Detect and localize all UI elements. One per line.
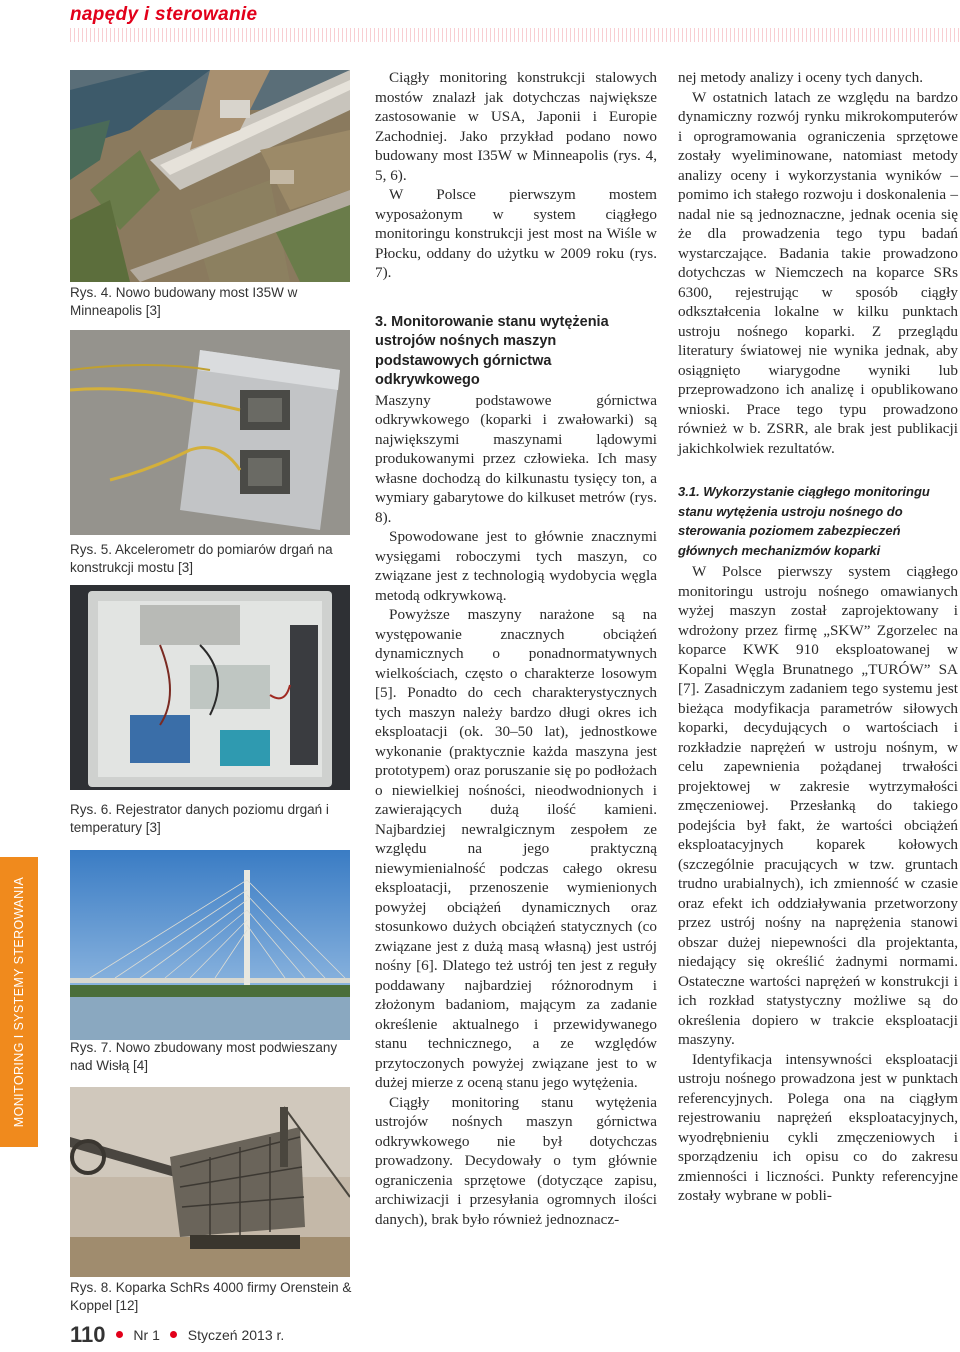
paragraph: W ostatnich latach ze względu na bardzo dynamiczny rozwój rynku mikrokomputerów i oprogramowania ograniczenia sprzętowe zostały wyeliminowane, natomiast metody analizy oceny i wykorzystania wyników – pomimo ich stałego rozwoju i doskonalenia – nadal nie są jednoznaczne, jednak ocenia się że dla prowadzenia tego typu badań wystarczające. Badania takie prowadzono dotychczas w Niemczech na koparce SRs 6300, rejestrując w sposób ciągły odkształcenia lokalne w kilku punktach ustroju nośnego koparki. Z przeglądu literatury światowej nie wynika jednak, aby osiągnięto wiarygodne wyniki lub przeprowadzono ich analizę i opublikowano wnioski. Prace tego typu prowadzono również w b. ZSRR, ale brak jest publikacji jakichkolwiek rezultatów. (678, 88, 958, 457)
cable-stayed-bridge-photo-icon (70, 850, 350, 1040)
bullet-dot-icon (116, 1331, 123, 1338)
header-divider (70, 28, 960, 42)
paragraph: nej metody analizy i oceny tych danych. (678, 69, 924, 86)
text-column-3 (678, 68, 958, 1206)
figure-8-caption: Rys. 8. Koparka SchRs 4000 firmy Orenstein & Koppel [12] (70, 1280, 352, 1313)
issue-number: Nr 1 (133, 1327, 160, 1343)
paragraph: Identyfikacja intensywności eksploatacji ustroju nośnego prowadzona jest w punktach referencyjnych. Polega ona na ciągłym rejestrowaniu naprężeń eksploatacyjnych, wyodrębnieniu cykli zmęczeniowych i sporządzeniu ich opisu co do zakresu zmienności i liczności. Punkty referencyjne zostały wybrane w pobli- (678, 1050, 958, 1204)
page-footer (70, 1322, 284, 1348)
paragraph: Maszyny podstawowe górnictwa odkrywkowego (koparki i zwałowarki) są największymi maszynami lądowymi produkowanymi przez człowieka. Ich masy własne dochodzą do kilkunastu tysięcy ton, a wymiary gabarytowe do kilkuset metrów (rys. 8). (375, 391, 657, 526)
figure-7-photo (70, 850, 350, 1040)
figure-8-photo (70, 1087, 350, 1277)
data-recorder-photo-icon (70, 585, 350, 790)
excavator-photo-icon (70, 1087, 350, 1277)
figure-6-photo (70, 585, 350, 790)
subsection-heading: 3.1. Wykorzystanie ciągłego monitoringu stanu wytężenia ustroju nośnego do sterowania poziomem zabezpieczeń głównych mechanizmów koparki (678, 484, 930, 558)
figure-5-caption: Rys. 5. Akcelerometr do pomiarów drgań na konstrukcji mostu [3] (70, 542, 333, 575)
figure-4-caption: Rys. 4. Nowo budowany most I35W w Minneapolis [3] (70, 285, 298, 318)
paragraph: W Polsce pierwszym mostem wyposażonym w system ciągłego monitoringu konstrukcji jest most na Wiśle w Płocku, oddany do użytku w 2009 roku (rys. 7). (375, 186, 657, 281)
issue-date: Styczeń 2013 r. (187, 1327, 285, 1343)
section-heading: 3. Monitorowanie stanu wytężenia ustrojów nośnych maszyn podstawowych górnictwa odkrywkowego (375, 313, 609, 388)
paragraph: Powyższe maszyny narażone są na występowanie znacznych obciążeń dynamicznych o ponadnormatywnych wielkościach, często o charakterze losowym [5]. Ponadto do cech charakterystycznych tych maszyn należy bardzo długi okres ich eksploatacji (ok. 30–50 lat), jednostkowe wykonanie (praktycznie każda maszyna jest prototypem) oraz poruszanie się po podłożach o niewielkiej nośności, nieodwodnionych i zawierających dużą ilość kamieni. Najbardziej newralgicznym zespołem ze względu na jego praktyczną niewymienialność podczas całego okresu eksploatacji, przenoszenie wymienionych powyżej obciążeń dynamicznych oraz stosunkowo dużych obciążeń statycznych (co związane jest z dużą masą własną) jest ustrój nośny [6]. Dlatego też ustrój ten jest z reguły poddawany najbardziej różnorodnym i złożonym badaniom, mającym za zadanie określenie aktualnego i przewidywanego stanu technicznego, a ze względów przytoczonych powyżej związane jest to w dużej mierze z oceną stanu jego wytężenia. (375, 606, 657, 1091)
figure-7-caption: Rys. 7. Nowo zbudowany most podwieszany nad Wisłą [4] (70, 1040, 338, 1073)
paragraph: Ciągły monitoring stanu wytężenia ustrojów nośnych maszyn górnictwa odkrywkowego nie był dotychczas prowadzony. Decydowały o tym głównie ograniczenia sprzętowe (dotyczące zapisu, archiwizacji i przesyłania ogromnych ilości danych), brak było również jednoznacz- (375, 1093, 657, 1228)
figure-5-photo (70, 330, 350, 535)
accelerometer-photo-icon (70, 330, 350, 535)
text-column-2 (375, 68, 657, 1229)
figure-6-caption: Rys. 6. Rejestrator danych poziomu drgań i temperatury [3] (70, 802, 329, 835)
side-tab-label: MONITORING I SYSTEMY STEROWANIA (12, 876, 26, 1128)
paragraph: Ciągły monitoring konstrukcji stalowych mostów znalazł jak dotychczas największe zastosowanie w USA, Japonii i Europie Zachodniej. Jako przykład podano nowo budowany most I35W w Minneapolis (rys. 4, 5, 6). (375, 69, 657, 184)
page-number: 110 (70, 1322, 106, 1347)
section-title: napędy i sterowanie (70, 4, 258, 25)
paragraph: Spowodowane jest to głównie znacznymi wysięgami roboczymi tych maszyn, co związane jest z technologią wydobycia węgla metodą odkrywkową. (375, 528, 657, 604)
bullet-dot-icon (170, 1331, 177, 1338)
paragraph: W Polsce pierwszy system ciągłego monitoringu ustroju nośnego omawianych wyżej maszyn został zaprojektowany i wdrożony przez firmę „SKW” Zgorzelec na koparce KWK 910 eksploatowanej w Kopalni Węgla Brunatnego „TURÓW” SA [7]. Zasadniczym zadaniem tego systemu jest bieżąca modyfikacja parametrów siłowych koparki, decydujących o wartościach i rozkładzie naprężeń w ustroju nośnym, w celu zapewnienia pożądanej trwałości projektowej w zakresie wytrzymałości zmęczeniowej. Przesłanką do takiego podejścia był fakt, że wartości obciążeń eksploatacyjnych koparek kołowych (szczególnie pracujących w tzw. gruntach trudno urabialnych), ich zmienność w czasie oraz efekt ich oddziaływania przetworzony przez ustrój nośny na naprężenia stanowi obszar dużej niepewności dla projektanta, niedający się określić żadnymi normami. Ostateczne wartości naprężeń w konstrukcji i ich rozkład statystyczny możliwe są do określenia dopiero w trakcie eksploatacji maszyny. (678, 563, 958, 1048)
bridge-aerial-photo-icon (70, 70, 350, 282)
figure-4-photo (70, 70, 350, 282)
